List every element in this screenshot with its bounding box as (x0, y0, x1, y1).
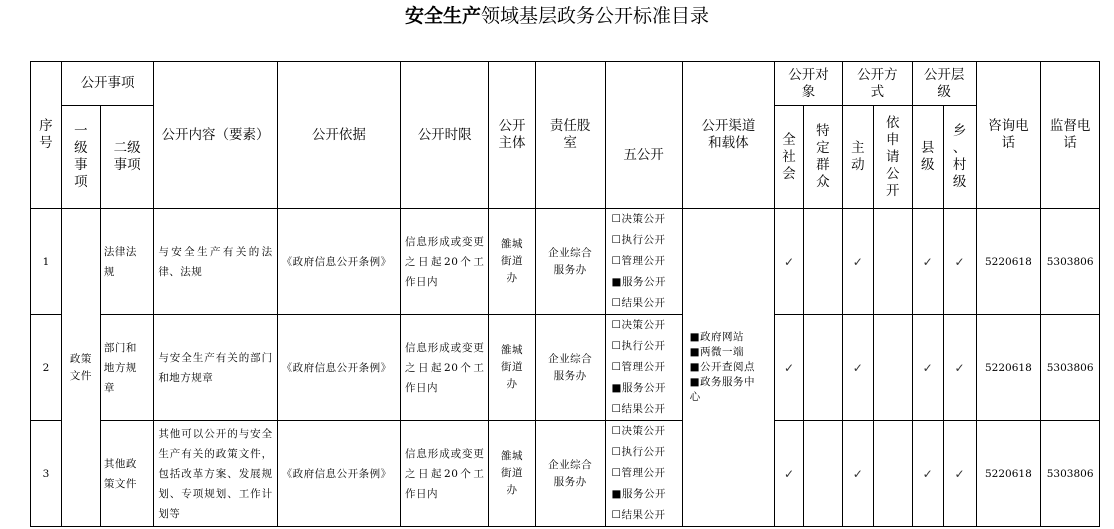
row-basis: 《政府信息公开条例》 (277, 315, 400, 421)
row-supervise-phone: 5303806 (1041, 209, 1100, 315)
channel-item: 心 (689, 391, 701, 403)
row-content: 与安全生产有关的法律、法规 (154, 209, 277, 315)
five-option: ☐管理公开 (611, 255, 666, 267)
row-supervise-phone: 5303806 (1041, 315, 1100, 421)
row-five-list (605, 209, 682, 315)
row-supervise-phone: 5303806 (1041, 421, 1100, 527)
document-title (0, 3, 1114, 29)
catalog-table (30, 61, 1100, 527)
level1-merged-cell: 政策 文件 (61, 209, 100, 527)
five-option: ☐执行公开 (611, 340, 666, 352)
row-five-list (605, 315, 682, 421)
header-seq: 序 号 (31, 62, 62, 209)
five-option: ☐决策公开 (611, 425, 666, 437)
table-row (31, 421, 1100, 527)
row-basis: 《政府信息公开条例》 (277, 421, 400, 527)
channel-merged-cell (682, 209, 775, 527)
header-mode-request: 依 申 请 公 开 (873, 106, 912, 209)
row-target-specific (803, 315, 842, 421)
five-option: ☐结果公开 (611, 403, 666, 415)
row-target-all: ✓ (775, 209, 804, 315)
header-subject: 公开 主体 (489, 62, 535, 209)
five-option: ☐管理公开 (611, 467, 666, 479)
header-basis: 公开依据 (277, 62, 400, 209)
row-subject: 雒城 街道 办 (489, 315, 535, 421)
title-bold-part: 安全生产 (404, 5, 481, 27)
header-level-county: 县 级 (912, 106, 943, 209)
five-option: ☐执行公开 (611, 234, 666, 246)
header-mode-group: 公开方 式 (842, 62, 912, 106)
row-level-county: ✓ (912, 209, 943, 315)
five-option: ☐结果公开 (611, 509, 666, 521)
row-target-specific (803, 209, 842, 315)
row-level2: 部门和 地方规 章 (100, 315, 153, 421)
row-seq: 1 (31, 209, 62, 315)
row-dept: 企业综合 服务办 (535, 209, 605, 315)
row-level2: 法律法 规 (100, 209, 153, 315)
header-consult-phone: 咨询电 话 (976, 62, 1041, 209)
row-seq: 3 (31, 421, 62, 527)
header-level-group: 公开层 级 (912, 62, 976, 106)
row-time-limit: 信息形成或变更之日起20个工作日内 (401, 421, 489, 527)
header-dept: 责任股 室 (535, 62, 605, 209)
five-option: ☐决策公开 (611, 213, 666, 225)
row-subject: 雒城 街道 办 (489, 421, 535, 527)
row-level-town: ✓ (943, 421, 976, 527)
channel-item: ■政务服务中 (689, 376, 756, 388)
row-mode-request (873, 315, 912, 421)
header-row-1 (31, 62, 1100, 106)
five-option: ■服务公开 (611, 488, 666, 500)
header-channel: 公开渠道 和载体 (682, 62, 775, 209)
header-level-town: 乡 、 村 级 (943, 106, 976, 209)
channel-item: ■公开查阅点 (689, 361, 756, 373)
row-time-limit: 信息形成或变更之日起20个工作日内 (401, 315, 489, 421)
header-target-specific: 特 定 群 众 (803, 106, 842, 209)
header-content: 公开内容（要素） (154, 62, 277, 209)
five-option: ■服务公开 (611, 382, 666, 394)
row-time-limit: 信息形成或变更之日起20个工作日内 (401, 209, 489, 315)
row-mode-active: ✓ (842, 421, 873, 527)
header-time-limit: 公开时限 (401, 62, 489, 209)
row-target-specific (803, 421, 842, 527)
five-option: ☐执行公开 (611, 446, 666, 458)
header-level2: 二级 事项 (100, 106, 153, 209)
row-target-all: ✓ (775, 421, 804, 527)
five-option: ☐结果公开 (611, 297, 666, 309)
channel-item: ■两微一端 (689, 346, 745, 358)
row-five-list (605, 421, 682, 527)
row-mode-active: ✓ (842, 209, 873, 315)
row-consult-phone: 5220618 (976, 209, 1041, 315)
row-target-all: ✓ (775, 315, 804, 421)
five-option: ☐管理公开 (611, 361, 666, 373)
header-level1: 一 级 事 项 (61, 106, 100, 209)
table-row (31, 209, 1100, 315)
row-mode-request (873, 209, 912, 315)
title-rest-part: 领域基层政务公开标准目录 (481, 5, 710, 27)
row-content: 与安全生产有关的部门和地方规章 (154, 315, 277, 421)
row-basis: 《政府信息公开条例》 (277, 209, 400, 315)
header-target-group: 公开对 象 (775, 62, 843, 106)
five-option: ☐决策公开 (611, 319, 666, 331)
row-consult-phone: 5220618 (976, 315, 1041, 421)
header-target-all: 全 社 会 (775, 106, 804, 209)
row-level-town: ✓ (943, 209, 976, 315)
row-level2: 其他政 策文件 (100, 421, 153, 527)
row-content: 其他可以公开的与安全生产有关的政策文件，包括改革方案、发展规划、专项规划、工作计划等 (154, 421, 277, 527)
header-five: 五公开 (605, 62, 682, 209)
row-level-county: ✓ (912, 421, 943, 527)
row-consult-phone: 5220618 (976, 421, 1041, 527)
row-subject: 雒城 街道 办 (489, 209, 535, 315)
row-dept: 企业综合 服务办 (535, 315, 605, 421)
header-supervise-phone: 监督电 话 (1041, 62, 1100, 209)
row-mode-active: ✓ (842, 315, 873, 421)
row-mode-request (873, 421, 912, 527)
header-item-group: 公开事项 (61, 62, 153, 106)
row-level-town: ✓ (943, 315, 976, 421)
header-mode-active: 主 动 (842, 106, 873, 209)
five-option: ■服务公开 (611, 276, 666, 288)
row-seq: 2 (31, 315, 62, 421)
channel-item: ■政府网站 (689, 331, 745, 343)
row-dept: 企业综合 服务办 (535, 421, 605, 527)
row-level-county: ✓ (912, 315, 943, 421)
table-row (31, 315, 1100, 421)
